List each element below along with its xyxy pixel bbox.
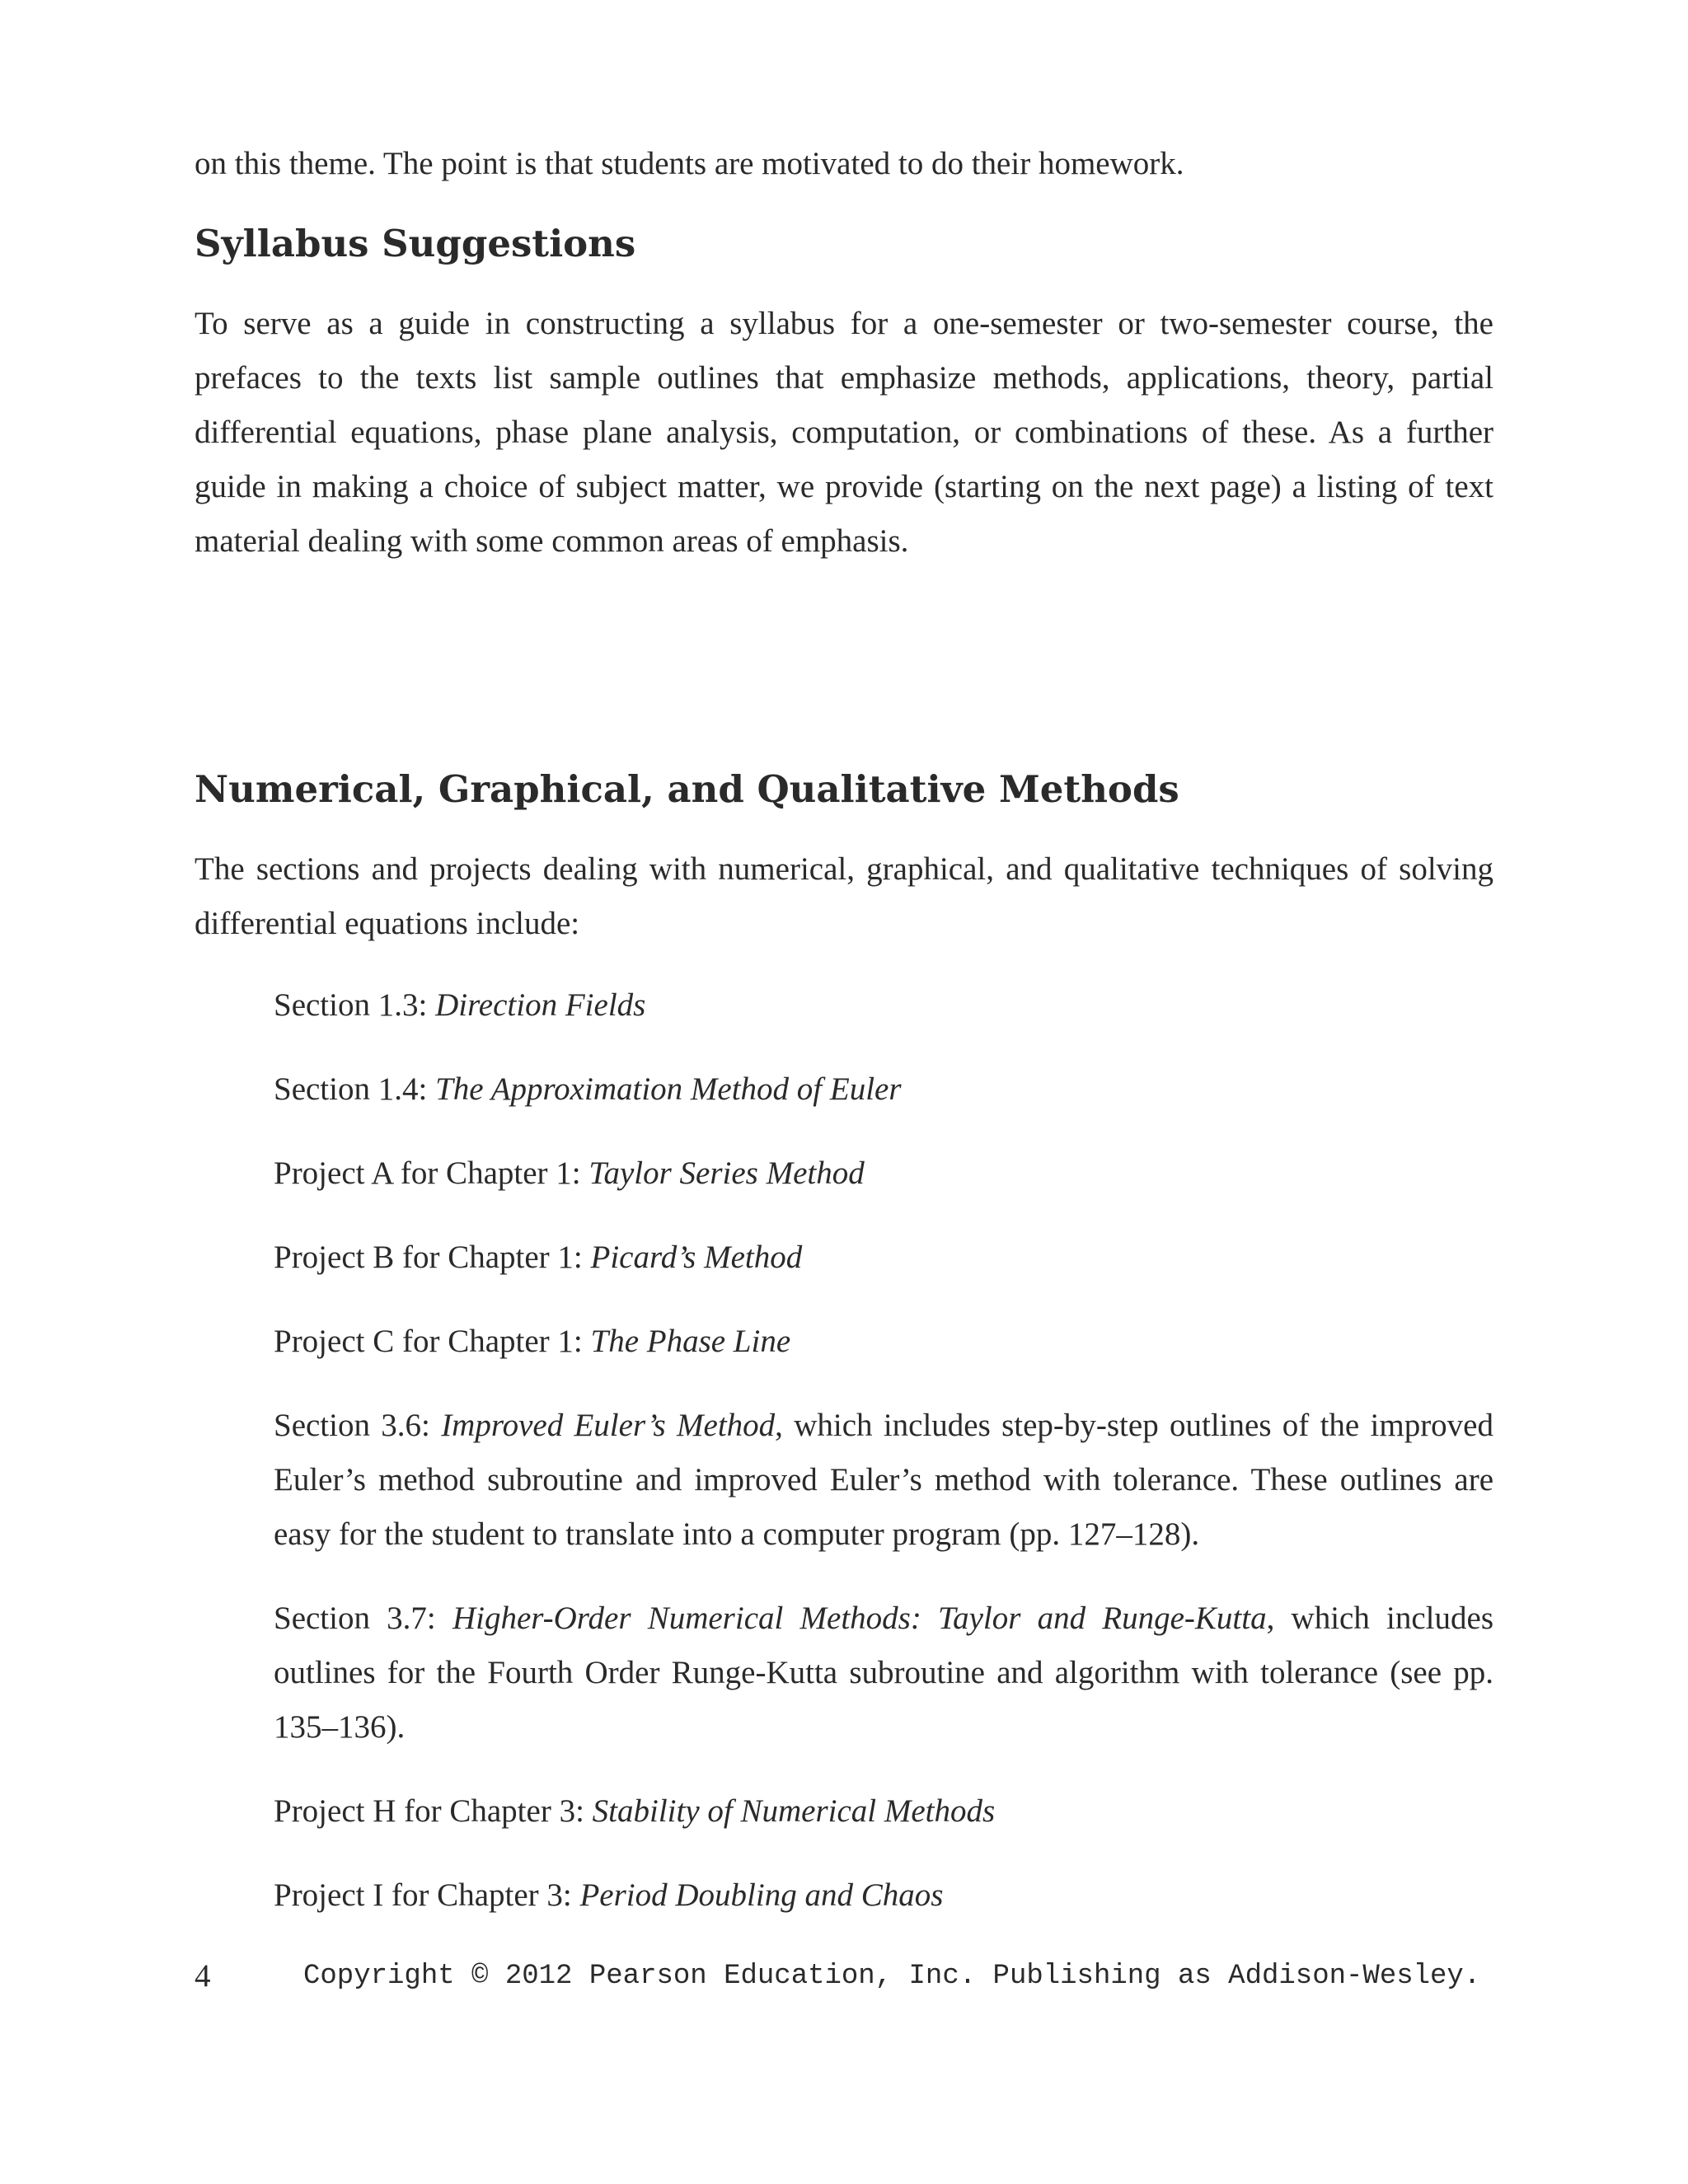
item-title: Stability of Numerical Methods: [592, 1793, 996, 1829]
item-title: Taylor Series Method: [588, 1155, 865, 1191]
methods-intro-paragraph: The sections and projects dealing with numerical, graphical, and qualitative techniques of solving differential equations include:: [195, 851, 1493, 941]
document-page: [195, 0, 1493, 2184]
syllabus-heading: Syllabus Suggestions: [195, 222, 636, 265]
list-item: [274, 1591, 1493, 1755]
item-label: Section 3.7:: [274, 1601, 436, 1636]
item-title: Period Doubling and Chaos: [579, 1877, 944, 1913]
item-description: , which includes outlines for the Fourth Order Runge-Kutta subroutine and algorithm with tolerance (see pp. 135–136).: [274, 1601, 1493, 1745]
item-label: Project I for Chapter 3:: [274, 1877, 572, 1913]
list-item: [274, 1146, 1493, 1201]
methods-heading: Numerical, Graphical, and Qualitative Methods: [195, 767, 1179, 811]
syllabus-paragraph: To serve as a guide in constructing a syllabus for a one-semester or two-semester course, the prefaces to the texts list sample outlines that emphasize methods, applications, theory, partial differential equations, phase plane analysis, computation, or combinations of these. As a further guide in making a choice of subject matter, we provide (starting on the next page) a listing of text material dealing with some common areas of emphasis.: [195, 306, 1493, 559]
item-title: The Approximation Method of Euler: [435, 1071, 902, 1107]
item-title: Direction Fields: [435, 987, 646, 1023]
item-title: Improved Euler’s Method: [441, 1408, 776, 1443]
item-label: Project H for Chapter 3:: [274, 1793, 584, 1829]
page-number: 4: [195, 1958, 211, 1994]
list-item: [274, 1399, 1493, 1562]
list-item: [274, 1868, 1493, 1923]
list-item: [274, 1784, 1493, 1839]
item-title: The Phase Line: [590, 1324, 791, 1359]
item-label: Section 1.3:: [274, 987, 428, 1023]
item-label: Section 3.6:: [274, 1408, 430, 1443]
methods-list: [274, 978, 1493, 1952]
list-item: [274, 1062, 1493, 1117]
item-label: Project A for Chapter 1:: [274, 1155, 581, 1191]
list-item: [274, 978, 1493, 1033]
item-title: Higher-Order Numerical Methods: Taylor and Runge-Kutta: [452, 1601, 1267, 1636]
item-title: Picard’s Method: [590, 1240, 803, 1275]
item-label: Section 1.4:: [274, 1071, 428, 1107]
list-item: [274, 1230, 1493, 1285]
lead-paragraph: on this theme. The point is that students are motivated to do their homework.: [195, 146, 1184, 181]
page-footer: [195, 1952, 1493, 2001]
item-description: , which includes step-by-step outlines of the improved Euler’s method subroutine and improved Euler’s method with tolerance. These outlines are easy for the student to translate into a computer program (pp. 127–128).: [274, 1408, 1493, 1552]
item-label: Project B for Chapter 1:: [274, 1240, 583, 1275]
copyright-notice: Copyright © 2012 Pearson Education, Inc. Publishing as Addison-Wesley.: [303, 1961, 1481, 1992]
list-item: [274, 1315, 1493, 1369]
item-label: Project C for Chapter 1:: [274, 1324, 583, 1359]
